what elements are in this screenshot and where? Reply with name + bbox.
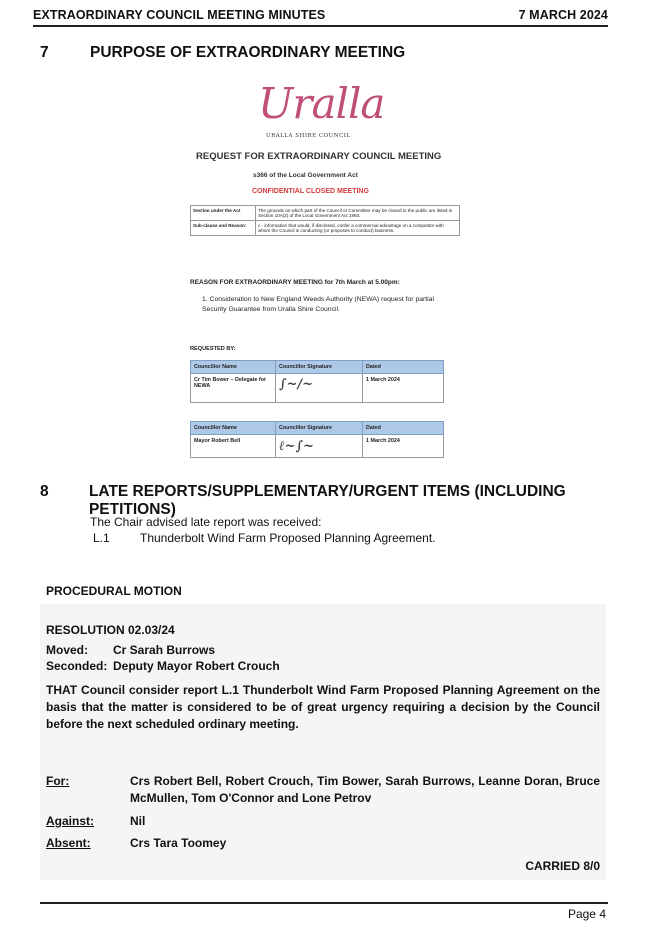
seconded-label: Seconded:: [46, 659, 108, 673]
signer-date: 1 March 2024: [363, 374, 444, 403]
form-title: REQUEST FOR EXTRAORDINARY COUNCIL MEETING: [196, 151, 442, 162]
resolution-text: THAT Council consider report L.1 Thunderbolt Wind Farm Proposed Planning Agreement on the basis that the matter is considered to be of great urgency requiring a decision by the Council before the next scheduled ordinary meeting.: [46, 683, 600, 731]
resolution-title: RESOLUTION 02.03/24: [46, 623, 175, 637]
absent-value: Crs Tara Toomey: [130, 836, 227, 850]
for-label: For:: [46, 774, 70, 788]
header-divider: [33, 25, 608, 27]
column-header: Dated: [363, 361, 444, 374]
signature-cell: [276, 435, 363, 458]
signature-mark: ∫~∕~: [279, 377, 314, 392]
header-date: 7 MARCH 2024: [518, 8, 608, 22]
carried-label: CARRIED 8/0: [525, 859, 600, 873]
confidential-label: CONFIDENTIAL CLOSED MEETING: [252, 188, 369, 195]
table-cell: Sub-clause and Reason:: [191, 221, 256, 236]
logo-caption: URALLA SHIRE COUNCIL: [266, 133, 351, 139]
moved-value: Cr Sarah Burrows: [113, 643, 216, 657]
request-form-image: [186, 80, 468, 465]
table-row: [191, 221, 460, 236]
late-report-intro: The Chair advised late report was received:: [90, 515, 322, 529]
table-cell: c - information that would, if disclosed, confer a commercial advantage on a competitor with whom the Council is conducting (or proposes to conduct) business.: [256, 221, 460, 236]
against-label: Against:: [46, 814, 94, 828]
table-cell: Section under the Act: [191, 206, 256, 221]
table-cell: The grounds on which part of the Council or Committee may be closed to the public are listed in Section 10A(2) of the Local Government Act 1993.: [256, 206, 460, 221]
page-number: Page 4: [567, 907, 606, 921]
signer-name: Mayor Robert Bell: [191, 435, 276, 458]
logo-wordmark: Uralla: [258, 79, 385, 128]
section-number: 8: [40, 483, 49, 500]
signature-mark: ℓ~∫~: [279, 439, 314, 454]
signer-name: Cr Tim Bower – Delegate for NEWA: [191, 374, 276, 403]
page-header: [33, 8, 608, 22]
grounds-table: [190, 205, 460, 236]
vote-for-row: [46, 773, 600, 807]
section-number: 7: [40, 44, 49, 61]
moved-label: Moved:: [46, 643, 88, 657]
moved-line: [46, 643, 215, 657]
header-title: EXTRAORDINARY COUNCIL MEETING MINUTES: [33, 8, 326, 22]
footer-divider: [40, 902, 608, 904]
seconded-value: Deputy Mayor Robert Crouch: [113, 659, 280, 673]
section-8-heading: [40, 483, 645, 519]
signature-cell: [276, 374, 363, 403]
column-header: Councillor Signature: [276, 422, 363, 435]
council-logo: [248, 79, 385, 145]
column-header: Councillor Name: [191, 422, 276, 435]
form-act-reference: s366 of the Local Government Act: [253, 172, 358, 179]
column-header: Councillor Name: [191, 361, 276, 374]
item-title: Thunderbolt Wind Farm Proposed Planning Agreement.: [140, 531, 436, 545]
table-row: [191, 435, 444, 458]
column-header: Councillor Signature: [276, 361, 363, 374]
reason-item: 1. Consideration to New England Weeds Authority (NEWA) request for partial Security Guarantee from Uralla Shire Council.: [202, 296, 434, 313]
late-report-item: [93, 531, 436, 545]
section-title: LATE REPORTS/SUPPLEMENTARY/URGENT ITEMS (INCLUDING PETITIONS): [88, 483, 566, 518]
for-value: Crs Robert Bell, Robert Crouch, Tim Bower, Sarah Burrows, Leanne Doran, Bruce McMullen, Tom O'Connor and Lone Petrov: [130, 774, 600, 805]
against-value: Nil: [130, 814, 146, 828]
requested-by-label: REQUESTED BY:: [190, 346, 236, 352]
seconded-line: [46, 659, 280, 673]
signature-table-2: [190, 421, 444, 458]
vote-against-row: [46, 813, 600, 830]
table-header-row: [191, 361, 444, 374]
section-title: PURPOSE OF EXTRAORDINARY MEETING: [90, 44, 406, 61]
absent-label: Absent:: [46, 836, 91, 850]
table-row: [191, 206, 460, 221]
table-header-row: [191, 422, 444, 435]
signature-table-1: [190, 360, 444, 403]
vote-absent-row: [46, 835, 600, 852]
section-7-heading: [40, 44, 405, 62]
table-row: [191, 374, 444, 403]
procedural-motion-heading: PROCEDURAL MOTION: [46, 584, 182, 598]
item-code: L.1: [93, 531, 110, 545]
signer-date: 1 March 2024: [363, 435, 444, 458]
reason-title: REASON FOR EXTRAORDINARY MEETING for 7th March at 5.00pm:: [190, 279, 400, 286]
column-header: Dated: [363, 422, 444, 435]
